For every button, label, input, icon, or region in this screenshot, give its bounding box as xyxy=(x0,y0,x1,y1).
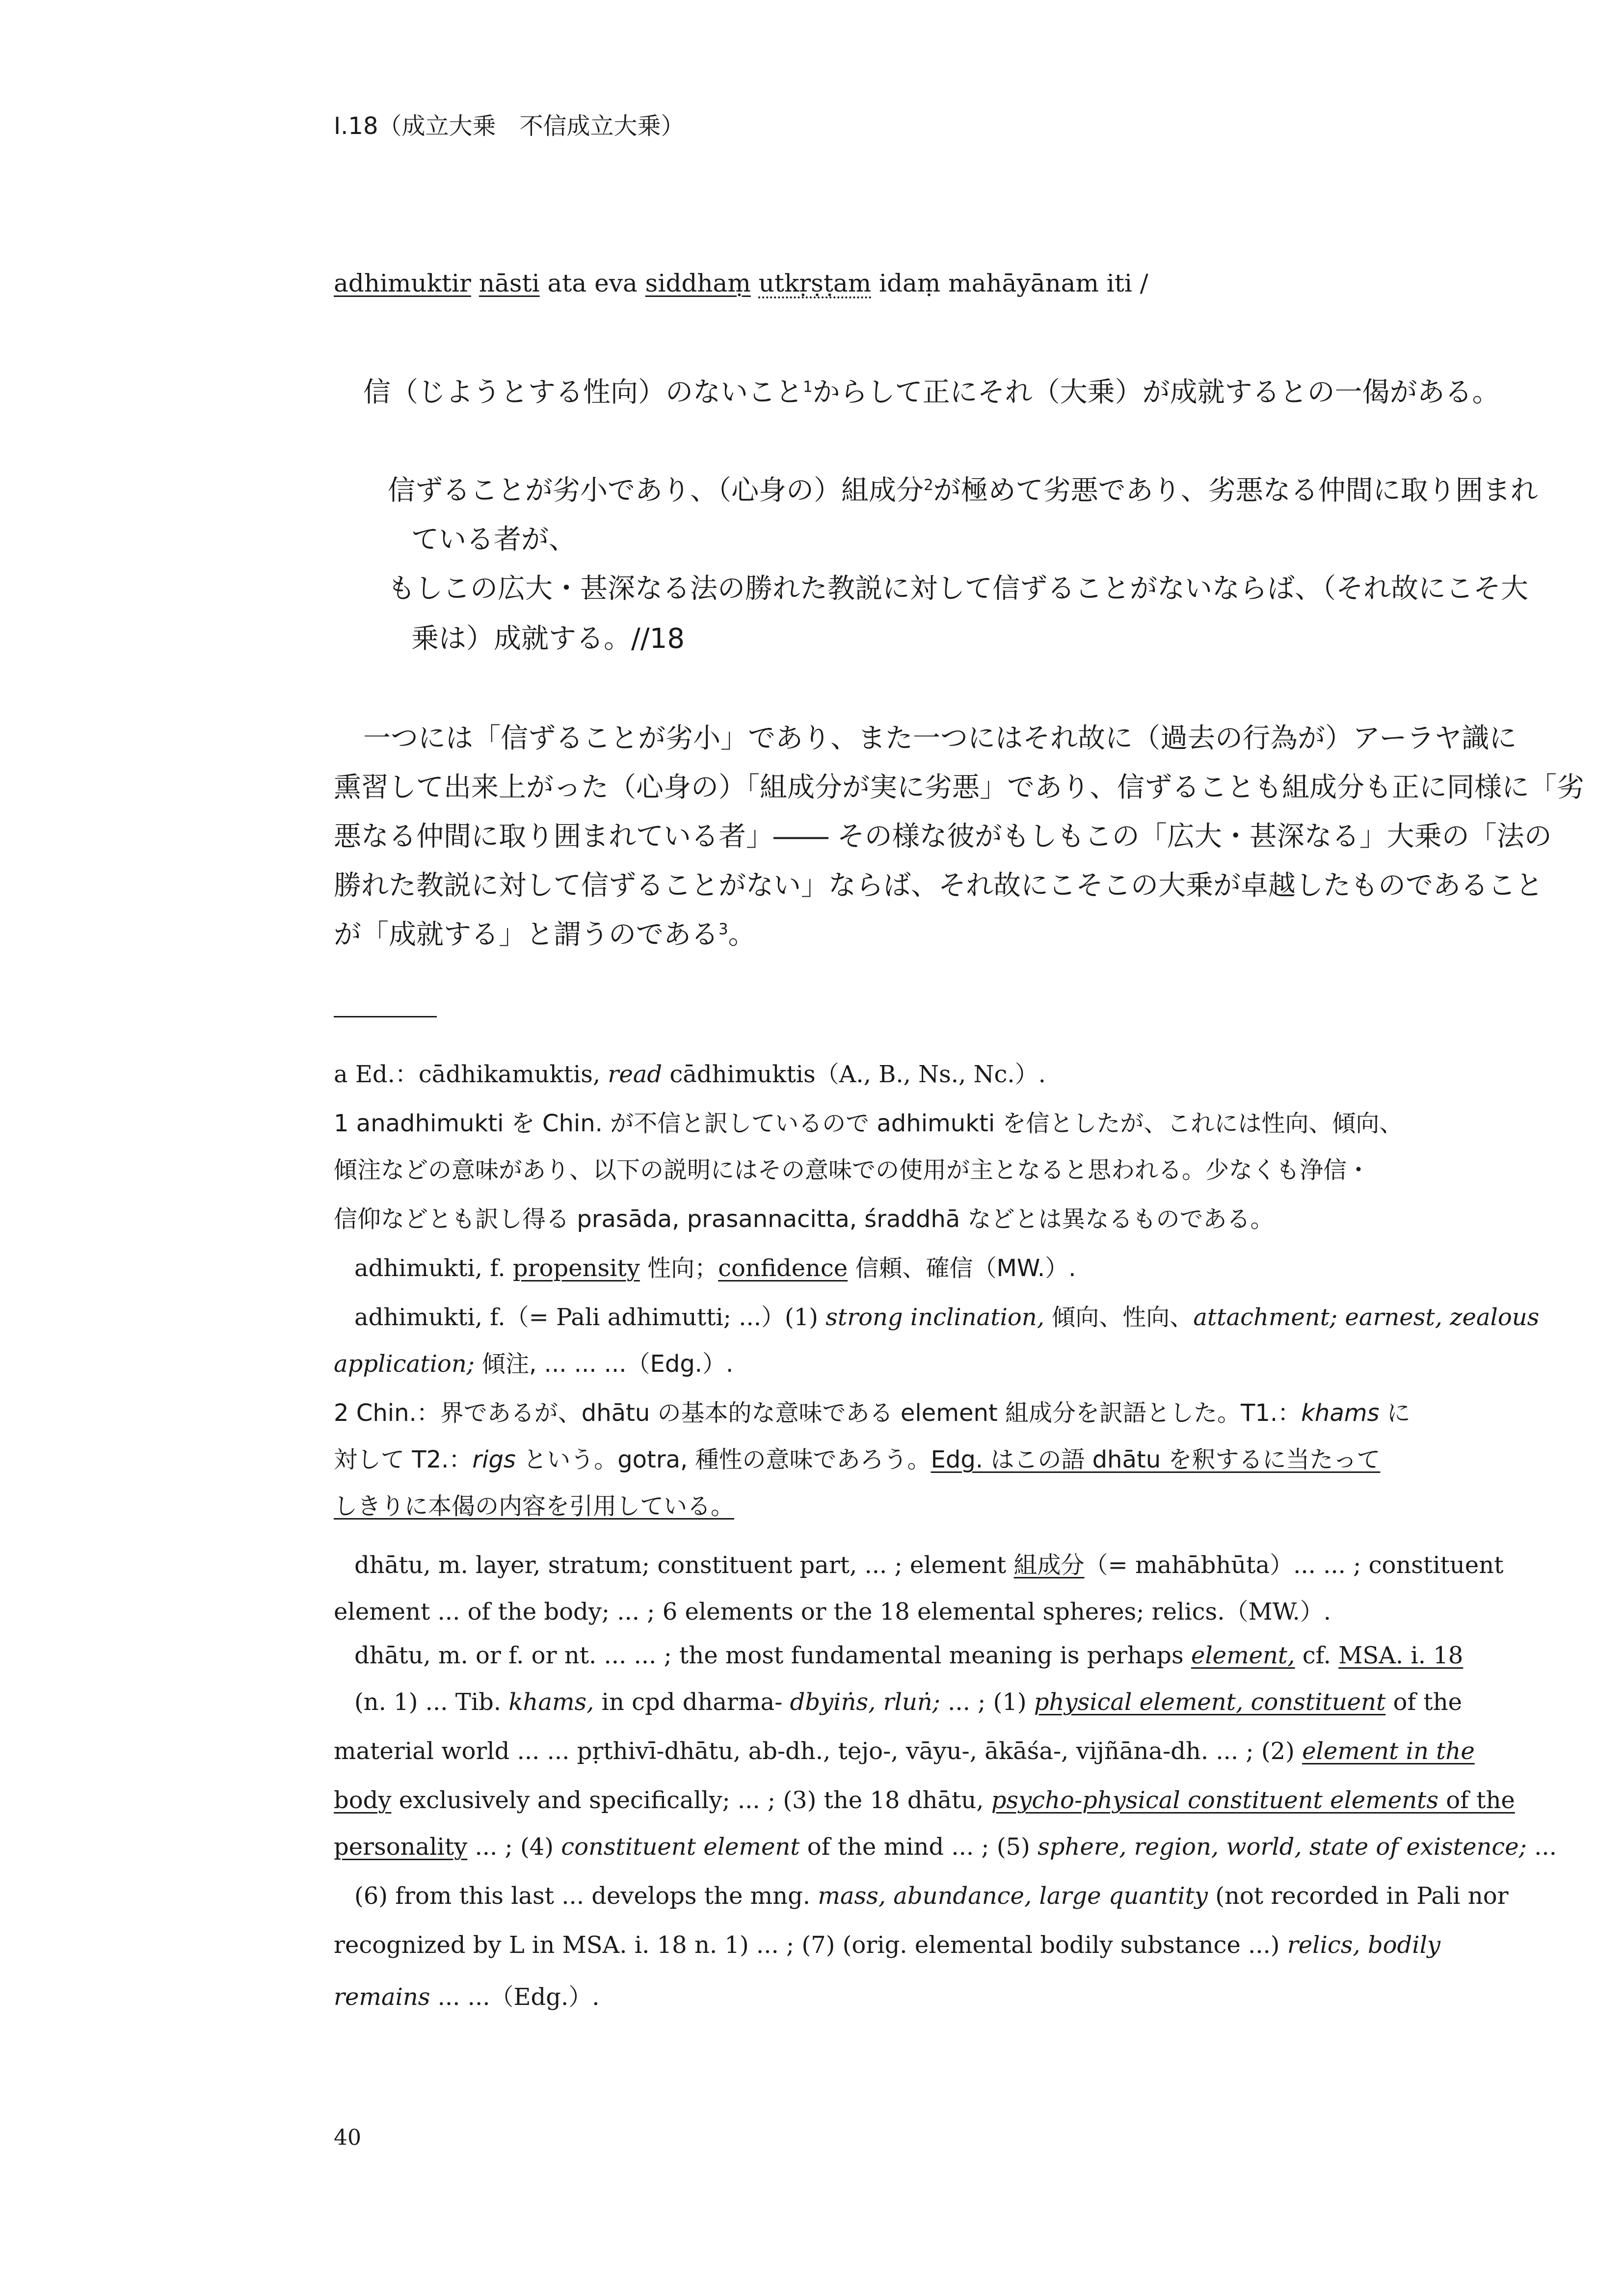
skt-word: adhimuktir xyxy=(334,269,471,297)
footnote-ref: 3 xyxy=(719,920,728,938)
verse-line: 信ずることが劣小であり、（心身の）組成分$^2$が極めて劣悪であり、劣悪なる仲間に取り囲まれ xyxy=(388,475,1538,507)
footnote-a: a Ed.：cādhikamuktis, read cādhimuktis（A., B., Ns., Nc.）. xyxy=(334,1061,1046,1088)
commentary-line: 悪なる仲間に取り囲まれている者」―― その様な彼がもしもこの「広大・甚深なる」大乗の「法の xyxy=(334,821,1552,853)
dictionary-entry-edg-cont: (n. 1) ... Tib. khams, in cpd dharma- dbyiṅs, rluṅ; ... ; (1) physical element, constituent of the xyxy=(354,1688,1463,1716)
dictionary-entry-edg-cont: application; 傾注, ... ... ...（Edg.）. xyxy=(334,1350,734,1378)
section-header: I.18（成立大乗 不信成立大乗） xyxy=(334,112,685,140)
intro-line: 信（じようとする性向）のないこと$^1$からして正にそれ（大乗）が成就するとの一偈がある。 xyxy=(363,376,1500,408)
footnote-1-cont: 信仰などとも訳し得る prasāda, prasannacitta, śraddhā などとは異なるものである。 xyxy=(334,1205,1274,1233)
commentary-line: 熏習して出来上がった（心身の）「組成分が実に劣悪」であり、信ずることも組成分も正に同様に「劣 xyxy=(334,772,1584,803)
verse-line: 乗は）成就する。//18 xyxy=(411,623,685,655)
dictionary-entry-mw: dhātu, m. layer, stratum; constituent part, ... ; element 組成分（= mahābhūta）... ... ; constituent xyxy=(354,1551,1504,1579)
footnote-2-cont: 対して T2.：rigs という。gotra, 種性の意味であろう。Edg. はこの語 dhātu を釈するに当たって xyxy=(334,1446,1381,1473)
page-number: 40 xyxy=(334,2125,361,2150)
dictionary-entry-edg-cont: personality ... ; (4) constituent element of the mind ... ; (5) sphere, region, world, state of existence; ... xyxy=(334,1833,1557,1861)
footnote-ref: 2 xyxy=(924,476,933,494)
dictionary-entry-edg: dhātu, m. or f. or nt. ... ... ; the most fundamental meaning is perhaps element, cf. MSA. i. 18 xyxy=(354,1642,1464,1669)
commentary-line: 一つには「信ずることが劣小」であり、また一つにはそれ故に（過去の行為が）アーラヤ識に xyxy=(363,722,1517,754)
skt-word: utkṛṣṭam xyxy=(758,269,872,297)
footnote-1: 1 anadhimukti を Chin. が不信と訳しているので adhimukti を信としたが、これには性向、傾向、 xyxy=(334,1110,1403,1137)
skt-word: ata eva xyxy=(547,269,638,297)
footnote-1-cont: 傾注などの意味があり、以下の説明にはその意味での使用が主となると思われる。少なくも浄信・ xyxy=(334,1156,1371,1184)
dictionary-entry-edg: adhimukti, f.（= Pali adhimutti; ...）(1) strong inclination, 傾向、性向、attachment; earnest, zealous xyxy=(354,1304,1540,1331)
dictionary-entry-edg-cont: body exclusively and specifically; ... ; (3) the 18 dhātu, psycho-physical constituent elements of the xyxy=(334,1787,1515,1814)
skt-word: idaṃ mahāyānam iti / xyxy=(879,269,1148,297)
commentary-line: 勝れた教説に対して信ずることがない」ならば、それ故にこそこの大乗が卓越したものであること xyxy=(334,870,1543,902)
skt-word: nāsti xyxy=(479,269,540,297)
commentary-line: が「成就する」と謂うのである$^3$。 xyxy=(334,919,756,951)
sanskrit-line xyxy=(334,269,1148,297)
footnote-2: 2 Chin.：界であるが、dhātu の基本的な意味である element 組成分を訳語とした。T1.：khams に xyxy=(334,1399,1411,1427)
verse-line: もしこの広大・甚深なる法の勝れた教説に対して信ずることがないならば、（それ故にこそ大 xyxy=(388,573,1528,605)
dictionary-entry-edg-cont: remains ... ...（Edg.）. xyxy=(334,1983,600,2011)
dictionary-entry-edg-cont: (6) from this last ... develops the mng. mass, abundance, large quantity (not recorded in Pali nor xyxy=(354,1882,1509,1910)
verse-line: ている者が、 xyxy=(411,524,576,556)
dictionary-entry-edg-cont: recognized by L in MSA. i. 18 n. 1) ... ; (7) (orig. elemental bodily substance ...) relics, bodily xyxy=(334,1931,1441,1959)
skt-word: siddhaṃ xyxy=(645,269,751,297)
dictionary-entry-mw-cont: element ... of the body; ... ; 6 elements or the 18 elemental spheres; relics.（MW.）. xyxy=(334,1598,1331,1626)
footnote-2-cont: しきりに本偈の内容を引用している。 xyxy=(334,1493,735,1520)
dictionary-entry-mw: adhimukti, f. propensity 性向；confidence 信頼、確信（MW.）. xyxy=(354,1255,1076,1282)
footnote-ref: 1 xyxy=(803,378,813,396)
dictionary-entry-edg-cont: material world ... ... pṛthivī-dhātu, ab-dh., tejo-, vāyu-, ākāśa-, vijñāna-dh. ... ; (2) element in the xyxy=(334,1737,1475,1765)
footnote-divider xyxy=(334,1016,437,1017)
